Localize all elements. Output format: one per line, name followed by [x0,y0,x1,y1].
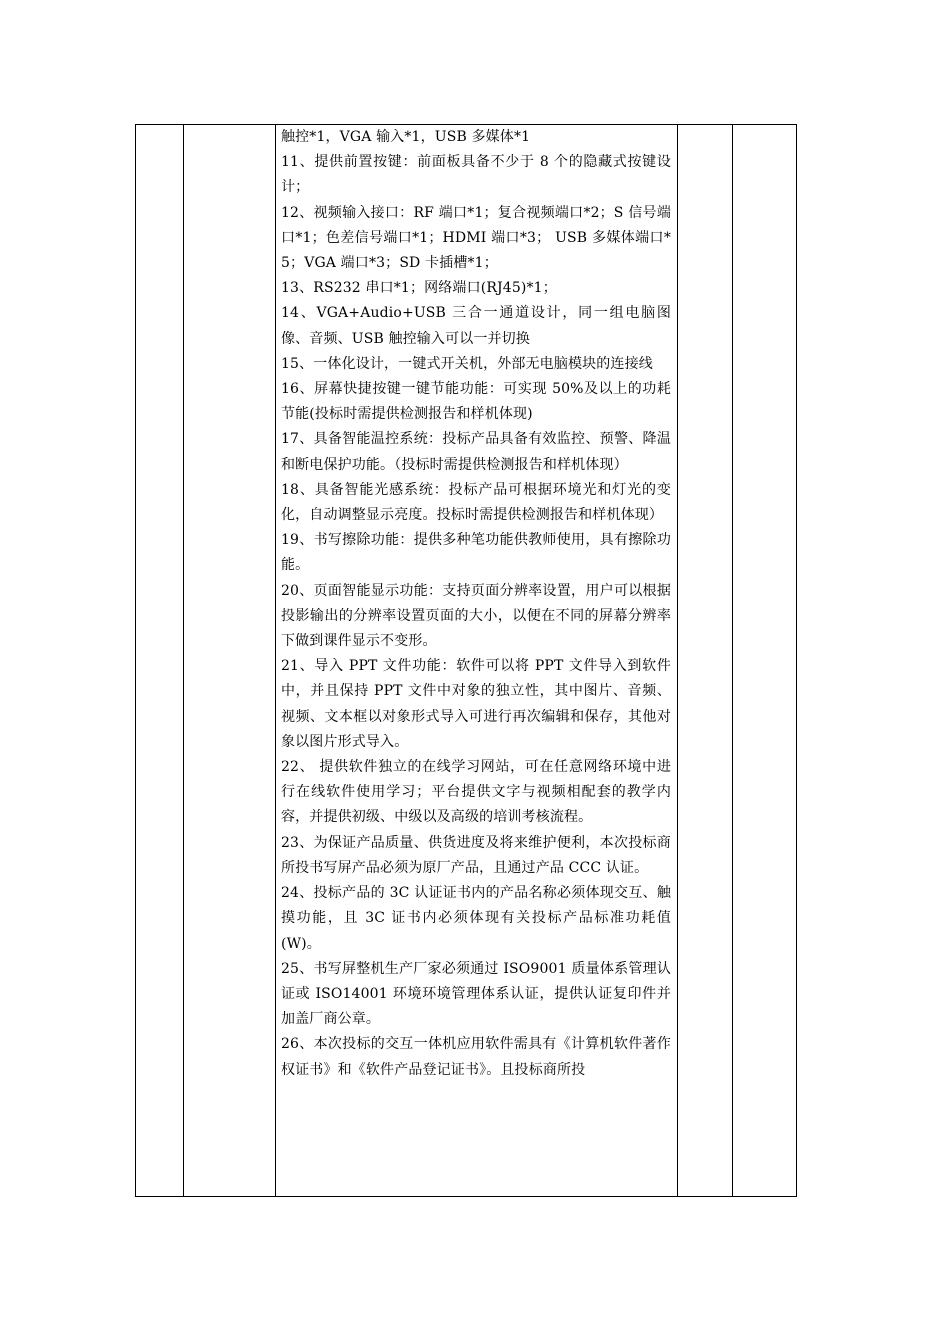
spec-item: 14、VGA+Audio+USB 三合一通道设计，同一组电脑图像、音频、USB 触控输入可以一并切换 [281,305,671,347]
spec-item: 11、提供前置按键：前面板具备不少于 8 个的隐藏式按键设计； [281,154,671,196]
spec-item: 17、具备智能温控系统：投标产品具备有效监控、预警、降温和断电保护功能。（投标时需提供检测报告和样机体现） [281,431,671,473]
spec-item: 19、书写擦除功能：提供多种笔功能供教师使用，具有擦除功能。 [281,532,671,574]
spec-item: 13、RS232 串口*1；网络端口(RJ45)*1； [281,280,557,297]
spec-table [135,124,797,1197]
spec-item: 23、为保证产品质量、供货进度及将来维护便利，本次投标商所投书写屏产品必须为原厂产品，且通过产品 CCC 认证。 [281,834,671,876]
spec-item: 16、屏幕快捷按键一键节能功能：可实现 50%及以上的功耗节能(投标时需提供检测报告和样机体现) [281,381,671,423]
quantity-cell [678,125,732,1196]
spec-item: 22、 提供软件独立的在线学习网站，可在任意网络环境中进行在线软件使用学习；平台提供文字与视频相配套的教学内容，并提供初级、中级以及高级的培训考核流程。 [281,759,671,826]
spec-item: 24、投标产品的 3C 认证证书内的产品名称必须体现交互、触摸功能，且 3C 证书内必须体现有关投标产品标准功耗值(W)。 [281,885,671,952]
spec-item: 18、具备智能光感系统：投标产品可根据环境光和灯光的变化，自动调整显示亮度。投标时需提供检测报告和样机体现） [281,481,671,524]
spec-item: 15、一体化设计，一键式开关机，外部无电脑模块的连接线 [281,355,653,372]
index-cell [136,125,183,1196]
spec-item: 12、视频输入接口：RF 端口*1；复合视频端口*2；S 信号端口*1；色差信号端口*1；HDMI 端口*3； USB 多媒体端口*5；VGA 端口*3；SD 卡插槽*1； [281,204,671,272]
spec-item: 26、本次投标的交互一体机应用软件需具有《计算机软件著作权证书》和《软件产品登记证书》。且投标商所投 [281,1036,671,1078]
spec-item: 20、页面智能显示功能：支持页面分辨率设置，用户可以根据投影输出的分辨率设置页面的大小，以便在不同的屏幕分辨率下做到课件显示不变形。 [281,582,671,650]
spec-item: 21、导入 PPT 文件功能：软件可以将 PPT 文件导入到软件中，并且保持 PPT 文件中对象的独立性，其中图片、音频、视频、文本框以对象形式导入可进行再次编辑和保存，其他对象以图片形式导入。 [281,658,671,750]
spec-item: 25、书写屏整机生产厂家必须通过 ISO9001 质量体系管理认证或 ISO14001 环境环境管理体系认证，提供认证复印件并加盖厂商公章。 [281,960,671,1028]
item-name-cell [184,125,275,1196]
spec-cell [276,125,677,1196]
spec-item: 触控*1，VGA 输入*1，USB 多媒体*1 [281,129,531,145]
spec-text [276,125,677,1083]
remark-cell [733,125,796,1196]
